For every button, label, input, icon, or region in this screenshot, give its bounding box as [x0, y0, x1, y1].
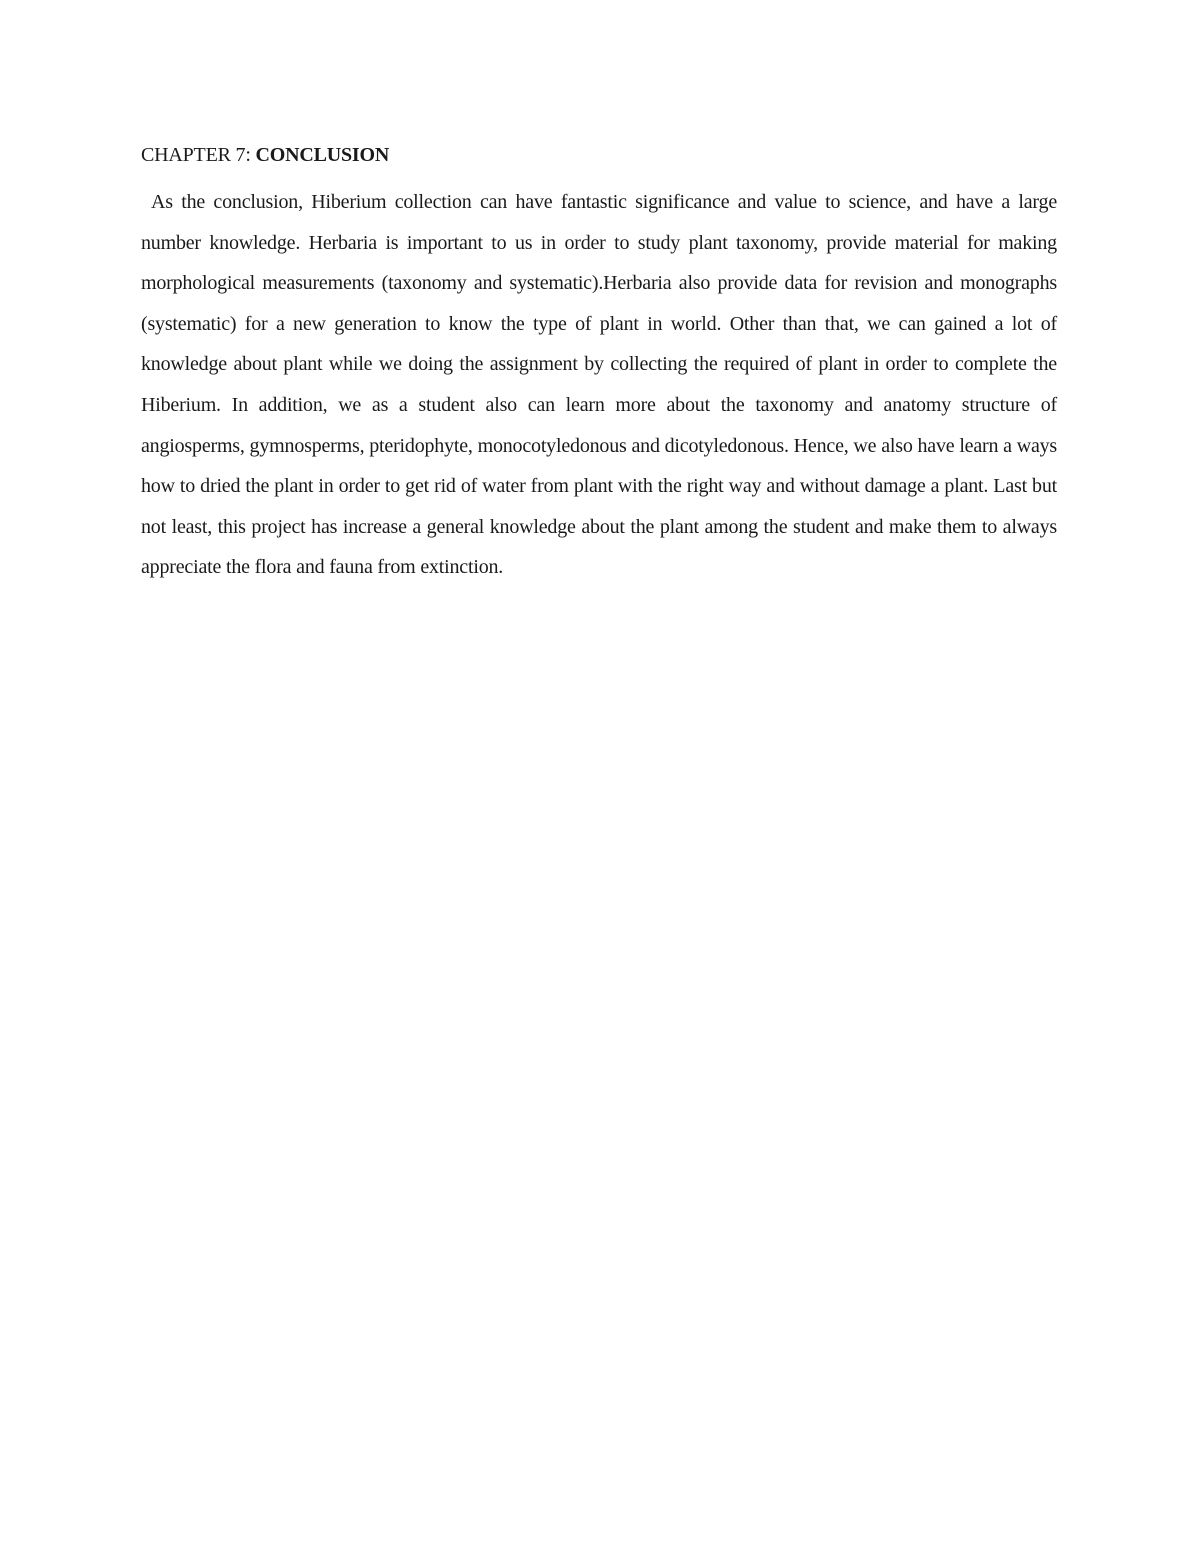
conclusion-paragraph: As the conclusion, Hiberium collection can have fantastic significance and value to science, and have a large number knowledge. Herbaria is important to us in order to study plant taxonomy, provide material for making morphological measurements (taxonomy and systematic).Herbaria also provide data for revision and monographs (systematic) for a new generation to know the type of plant in world. Other than that, we can gained a lot of knowledge about plant while we doing the assignment by collecting the required of plant in order to complete the Hiberium. In addition, we as a student also can learn more about the taxonomy and anatomy structure of angiosperms, gymnosperms, pteridophyte, monocotyledonous and dicotyledonous. Hence, we also have learn a ways how to dried the plant in order to get rid of water from plant with the right way and without damage a plant. Last but not least, this project has increase a general knowledge about the plant among the student and make them to always appreciate the flora and fauna from extinction.	[141, 191, 1057, 579]
chapter-heading-title: CONCLUSION	[255, 144, 390, 166]
page-content	[141, 140, 1057, 588]
chapter-heading-prefix: CHAPTER 7:	[141, 144, 256, 166]
chapter-heading	[141, 140, 1057, 170]
